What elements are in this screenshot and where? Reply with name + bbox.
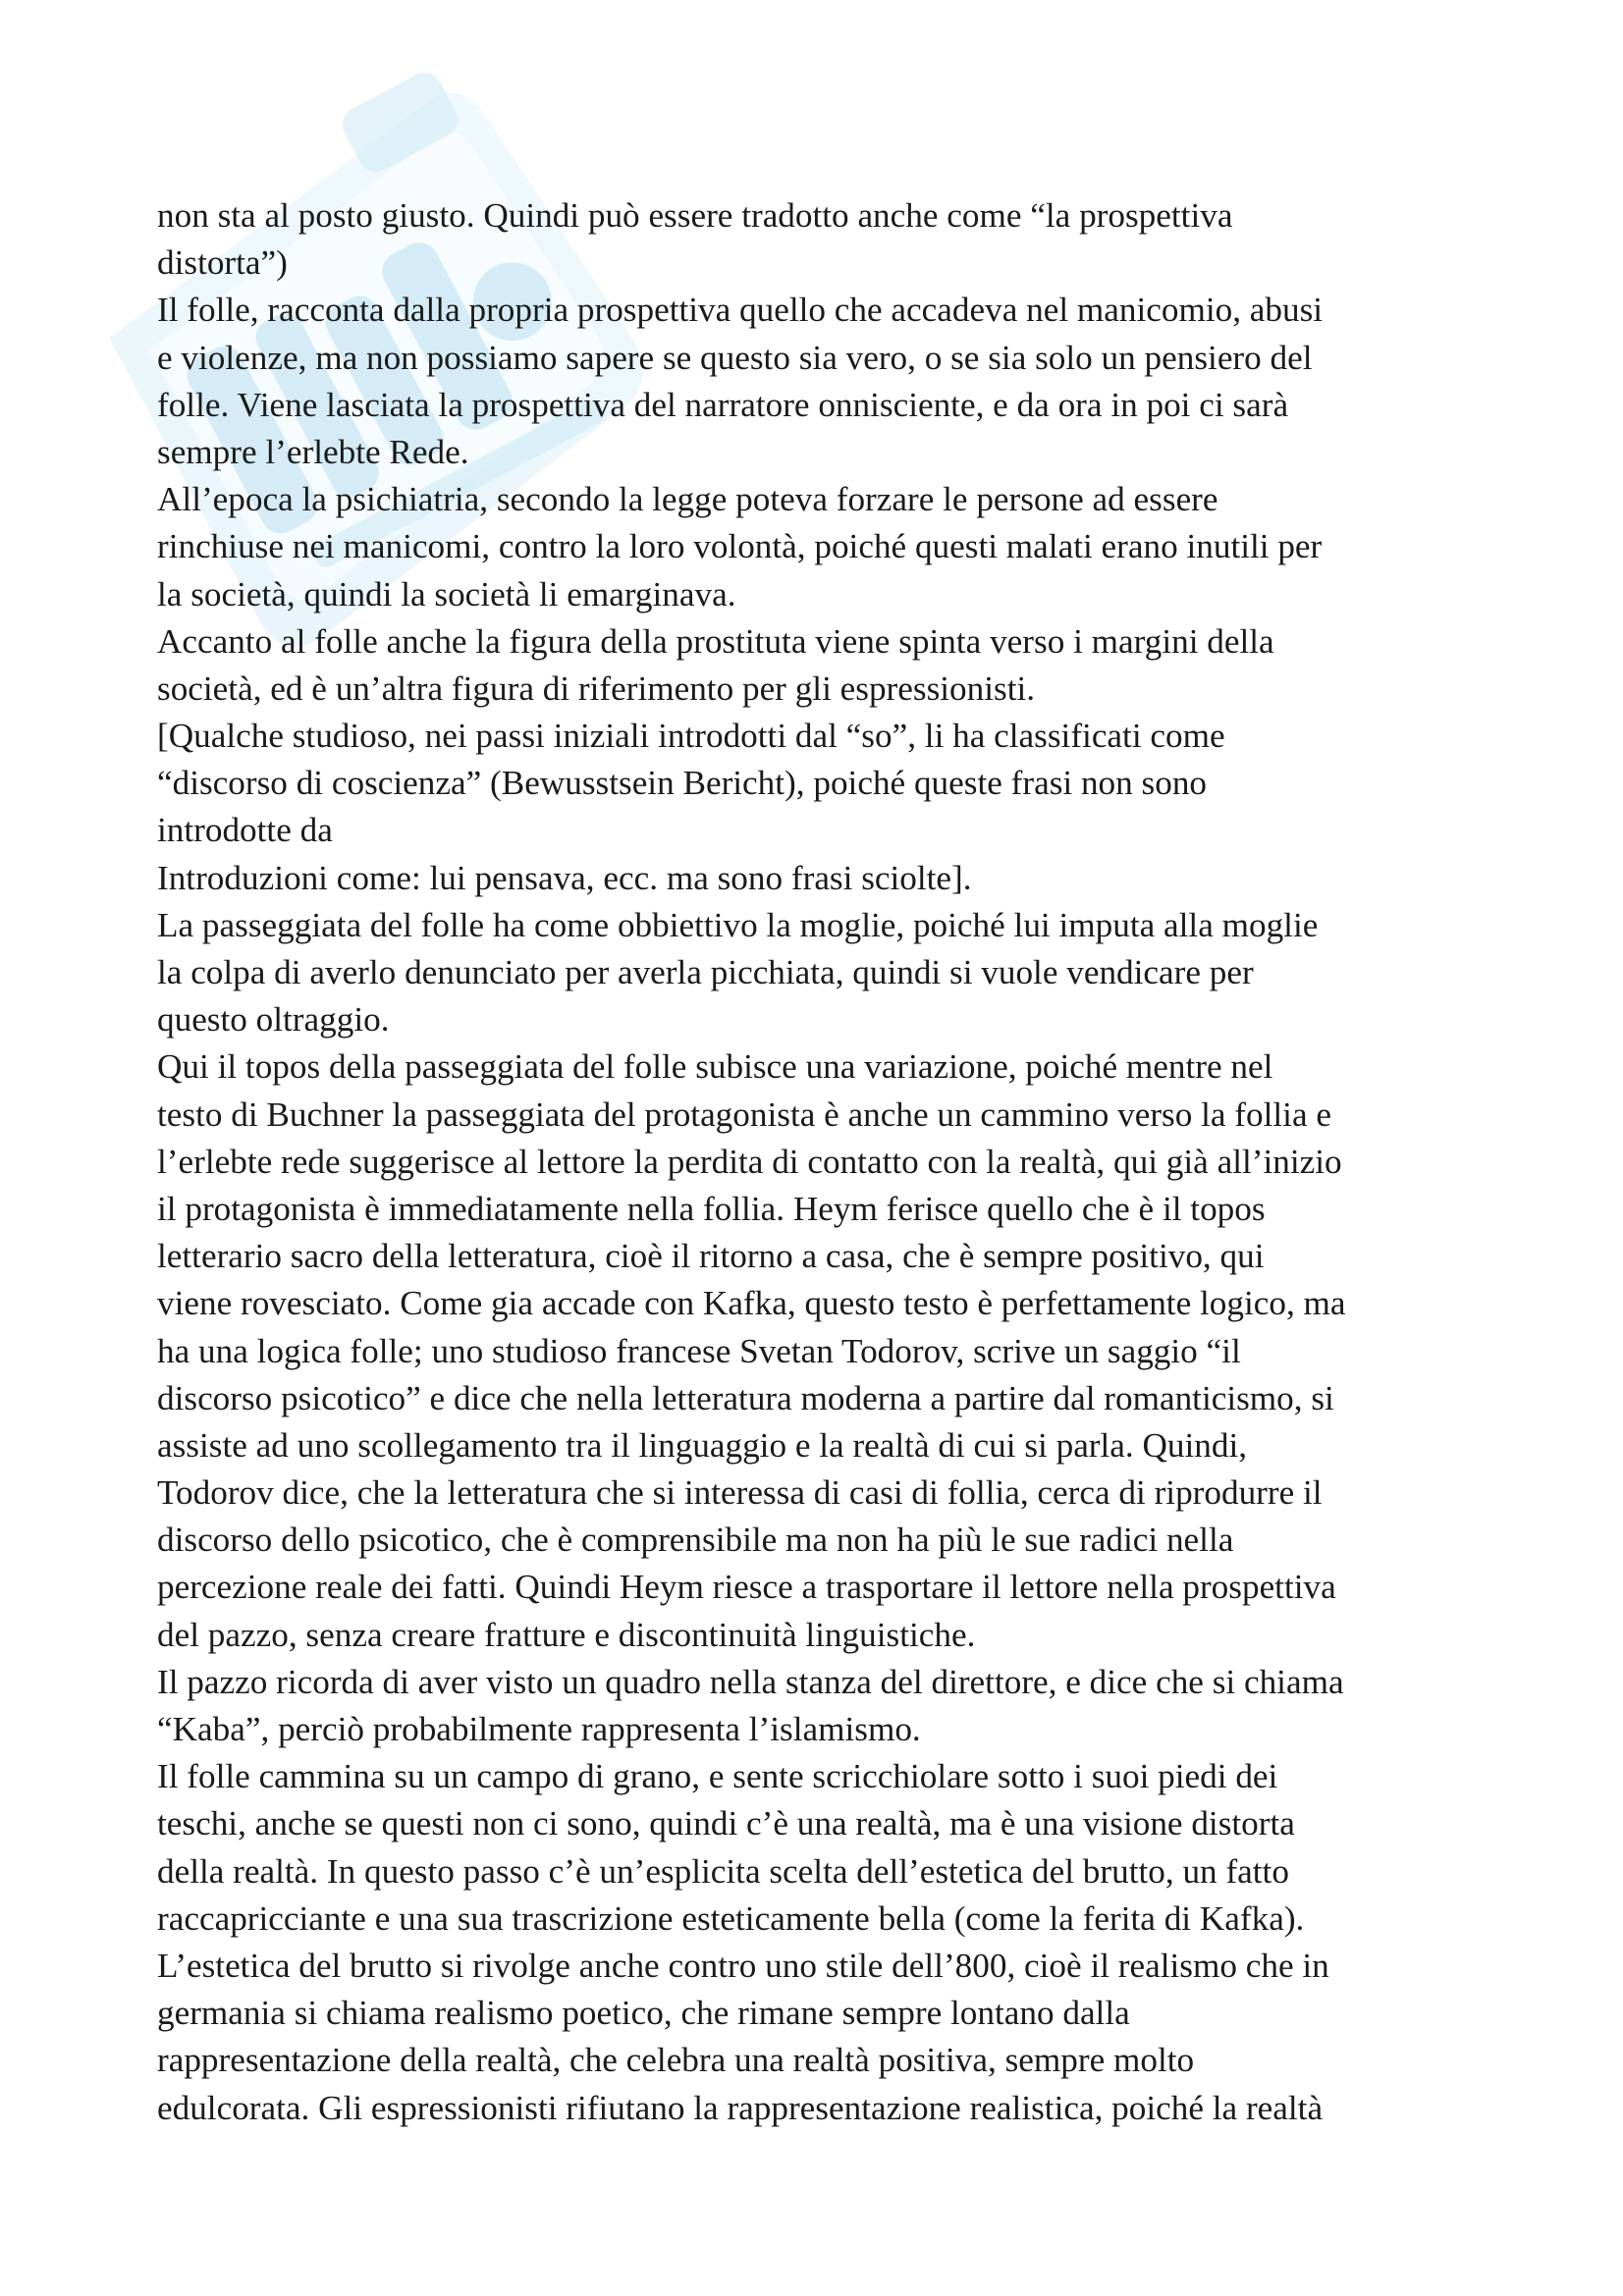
text-line: Il folle, racconta dalla propria prospettiva quello che accadeva nel manicomio, abusi bbox=[157, 291, 1324, 330]
text-line: All’epoca la psichiatria, secondo la legge poteva forzare le persone ad essere bbox=[157, 480, 1218, 519]
text-line: la società, quindi la società li emarginava. bbox=[157, 574, 736, 614]
text-line: introdotte da bbox=[157, 811, 333, 850]
text-line: letterario sacro della letteratura, cioè il ritorno a casa, che è sempre positivo, qui bbox=[157, 1237, 1265, 1276]
text-line: il protagonista è immediatamente nella follia. Heym ferisce quello che è il topos bbox=[157, 1189, 1266, 1228]
text-line: questo oltraggio. bbox=[157, 1000, 390, 1040]
text-line: società, ed è un’altra figura di riferimento per gli espressionisti. bbox=[157, 668, 1036, 708]
text-line: rinchiuse nei manicomi, contro la loro volontà, poiché questi malati erano inutili per bbox=[157, 527, 1323, 566]
text-line: “Kaba”, perciò probabilmente rappresenta l’islamismo. bbox=[157, 1710, 921, 1748]
text-line: ha una logica folle; uno studioso francese Svetan Todorov, scrive un saggio “il bbox=[157, 1331, 1241, 1370]
body-text bbox=[157, 192, 1512, 2179]
text-line: edulcorata. Gli espressionisti rifiutano la rappresentazione realistica, poiché la realtà bbox=[157, 2088, 1324, 2127]
text-line bbox=[157, 2132, 1512, 2179]
text-line: Introduzioni come: lui pensava, ecc. ma sono frasi sciolte]. bbox=[157, 858, 972, 897]
text-line: Il folle cammina su un campo di grano, e sente scricchiolare sotto i suoi piedi dei bbox=[157, 1757, 1278, 1796]
text-line: assiste ad uno scollegamento tra il linguaggio e la realtà di cui si parla. Quindi, bbox=[157, 1425, 1248, 1465]
text-line: folle. Viene lasciata la prospettiva del narratore onnisciente, e da ora in poi ci sarà bbox=[157, 385, 1289, 424]
text-line: percezione reale dei fatti. Quindi Heym riesce a trasportare il lettore nella prospettiva bbox=[157, 1568, 1336, 1607]
text-line: raccapricciante e una sua trascrizione esteticamente bella (come la ferita di Kafka). bbox=[157, 1898, 1305, 1938]
text-line: viene rovesciato. Come gia accade con Kafka, questo testo è perfettamente logico, ma bbox=[157, 1284, 1346, 1323]
text-line: Il pazzo ricorda di aver visto un quadro nella stanza del direttore, e dice che si chiama bbox=[157, 1662, 1344, 1701]
text-line: sempre l’erlebte Rede. bbox=[157, 432, 469, 471]
text-line: del pazzo, senza creare fratture e discontinuità linguistiche. bbox=[157, 1615, 976, 1654]
text-line: Qui il topos della passeggiata del folle subisce una variazione, poiché mentre nel bbox=[157, 1047, 1273, 1087]
text-line: “discorso di coscienza” (Bewusstsein Bericht), poiché queste frasi non sono bbox=[157, 764, 1208, 803]
text-line: rappresentazione della realtà, che celebra una realtà positiva, sempre molto bbox=[157, 2041, 1195, 2080]
text-line: germania si chiama realismo poetico, che rimane sempre lontano dalla bbox=[157, 1994, 1130, 2033]
text-line: testo di Buchner la passeggiata del protagonista è anche un cammino verso la follia e bbox=[157, 1095, 1331, 1134]
text-line: e violenze, ma non possiamo sapere se questo sia vero, o se sia solo un pensiero del bbox=[157, 338, 1313, 377]
text-line: [Qualche studioso, nei passi iniziali introdotti dal “so”, li ha classificati come bbox=[157, 717, 1225, 756]
text-line: discorso psicotico” e dice che nella letteratura moderna a partire dal romanticismo, si bbox=[157, 1378, 1334, 1417]
text-line: l’erlebte rede suggerisce al lettore la perdita di contatto con la realtà, qui già all’inizio bbox=[157, 1142, 1342, 1181]
text-line: della realtà. In questo passo c’è un’esplicita scelta dell’estetica del brutto, un fatto bbox=[157, 1851, 1289, 1891]
text-line: La passeggiata del folle ha come obbiettivo la moglie, poiché lui imputa alla moglie bbox=[157, 905, 1319, 944]
text-line: Todorov dice, che la letteratura che si interessa di casi di follia, cerca di riprodurre il bbox=[157, 1473, 1323, 1513]
text-line: non sta al posto giusto. Quindi può essere tradotto anche come “la prospettiva bbox=[157, 196, 1233, 235]
text-line: Accanto al folle anche la figura della prostituta viene spinta verso i margini della bbox=[157, 621, 1274, 661]
text-line: la colpa di averlo denunciato per averla picchiata, quindi si vuole vendicare per bbox=[157, 953, 1254, 991]
text-line: teschi, anche se questi non ci sono, quindi c’è una realtà, ma è una visione distorta bbox=[157, 1804, 1295, 1843]
text-line: discorso dello psicotico, che è comprensibile ma non ha più le sue radici nella bbox=[157, 1521, 1234, 1560]
text-line: distorta”) bbox=[157, 243, 288, 283]
text-line: L’estetica del brutto si rivolge anche contro uno stile dell’800, cioè il realismo che in bbox=[157, 1946, 1329, 1985]
